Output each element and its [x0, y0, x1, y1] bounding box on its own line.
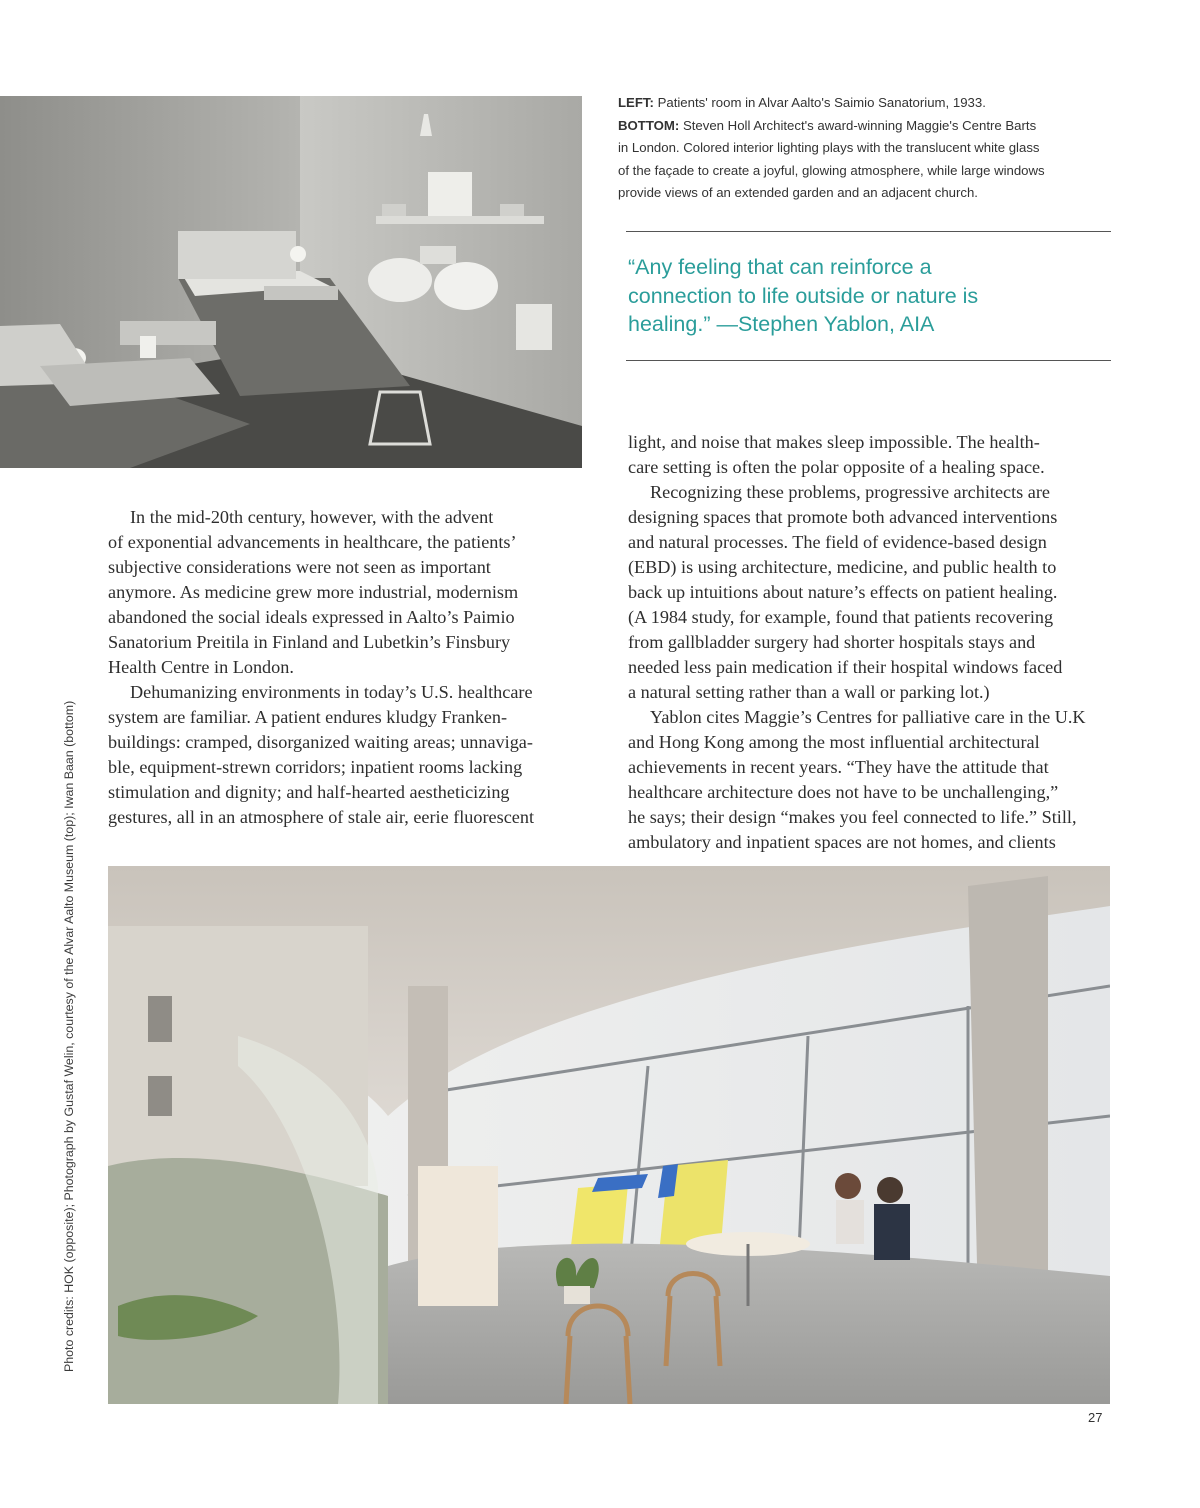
- paragraph: [108, 680, 596, 830]
- paragraph: [628, 705, 1116, 855]
- text-line: Yablon cites Maggie’s Centres for palliative care in the U.K: [650, 707, 1086, 727]
- text-line: care setting is often the polar opposite of a healing space.: [628, 457, 1045, 477]
- text-line: Recognizing these problems, progressive architects are: [650, 482, 1050, 502]
- photo-sanatorium-room: [0, 96, 582, 468]
- text-line: and natural processes. The field of evidence-based design: [628, 532, 1047, 552]
- text-line: Health Centre in London.: [108, 657, 294, 677]
- paragraph: [108, 505, 596, 680]
- photo-credit: Photo credits: HOK (opposite); Photograph by Gustaf Welin, courtesy of the Alvar Aalto Museum (top); Iwan Baan (bottom): [62, 700, 76, 1372]
- paragraph: [628, 430, 1116, 480]
- text-line: light, and noise that makes sleep impossible. The health-: [628, 432, 1040, 452]
- caption-bottom-line: of the façade to create a joyful, glowing atmosphere, while large windows: [618, 162, 1045, 178]
- text-line: abandoned the social ideals expressed in Aalto’s Paimio: [108, 607, 515, 627]
- sanatorium-room-illustration: [0, 96, 582, 468]
- text-line: ambulatory and inpatient spaces are not homes, and clients: [628, 832, 1056, 852]
- maggies-centre-illustration: [108, 866, 1110, 1404]
- page-number: 27: [1088, 1410, 1103, 1425]
- paragraph: [628, 480, 1116, 705]
- pullquote-bottom-rule: [626, 360, 1111, 361]
- pullquote-line: “Any feeling that can reinforce a: [628, 255, 932, 279]
- caption-bottom-line: Steven Holl Architect's award-winning Maggie's Centre Barts: [679, 117, 1037, 133]
- text-line: and Hong Kong among the most influential architectural: [628, 732, 1040, 752]
- caption-bottom-line: in London. Colored interior lighting plays with the translucent white glass: [618, 140, 1040, 156]
- text-line: Sanatorium Preitila in Finland and Lubetkin’s Finsbury: [108, 632, 511, 652]
- photo-maggies-centre-interior: [108, 866, 1110, 1404]
- text-line: achievements in recent years. “They have the attitude that: [628, 757, 1049, 777]
- body-column-left: [108, 505, 596, 830]
- caption-bottom-line: provide views of an extended garden and an adjacent church.: [618, 185, 978, 201]
- pull-quote: [628, 253, 1108, 339]
- caption-left-label: LEFT:: [618, 95, 654, 110]
- pullquote-line: healing.” —Stephen Yablon, AIA: [628, 312, 935, 336]
- text-line: Dehumanizing environments in today’s U.S. healthcare: [130, 682, 533, 702]
- text-line: from gallbladder surgery had shorter hospitals stays and: [628, 632, 1036, 652]
- text-line: (EBD) is using architecture, medicine, and public health to: [628, 557, 1057, 577]
- text-line: buildings: cramped, disorganized waiting areas; unnaviga-: [108, 732, 533, 752]
- text-line: ble, equipment-strewn corridors; inpatient rooms lacking: [108, 757, 523, 777]
- text-line: In the mid-20th century, however, with the advent: [130, 507, 494, 527]
- body-column-right: [628, 430, 1116, 855]
- text-line: system are familiar. A patient endures kludgy Franken-: [108, 707, 508, 727]
- text-line: needed less pain medication if their hospital windows faced: [628, 657, 1063, 677]
- text-line: a natural setting rather than a wall or parking lot.): [628, 682, 990, 702]
- text-line: anymore. As medicine grew more industrial, modernism: [108, 582, 519, 602]
- text-line: back up intuitions about nature’s effects on patient healing.: [628, 582, 1058, 602]
- text-line: stimulation and dignity; and half-hearted aestheticizing: [108, 782, 510, 802]
- text-line: subjective considerations were not seen as important: [108, 557, 491, 577]
- text-line: (A 1984 study, for example, found that patients recovering: [628, 607, 1054, 627]
- photo-caption: [618, 92, 1118, 205]
- pullquote-top-rule: [626, 231, 1111, 232]
- text-line: he says; their design “makes you feel connected to life.” Still,: [628, 807, 1077, 827]
- text-line: gestures, all in an atmosphere of stale air, eerie fluorescent: [108, 807, 534, 827]
- caption-bottom-label: BOTTOM:: [618, 117, 680, 133]
- text-line: designing spaces that promote both advanced interventions: [628, 507, 1058, 527]
- caption-left-text: Patients' room in Alvar Aalto's Saimio Sanatorium, 1933.: [653, 95, 986, 110]
- text-line: healthcare architecture does not have to be unchallenging,”: [628, 782, 1059, 802]
- pullquote-line: connection to life outside or nature is: [628, 283, 979, 308]
- text-line: of exponential advancements in healthcare, the patients’: [108, 532, 517, 552]
